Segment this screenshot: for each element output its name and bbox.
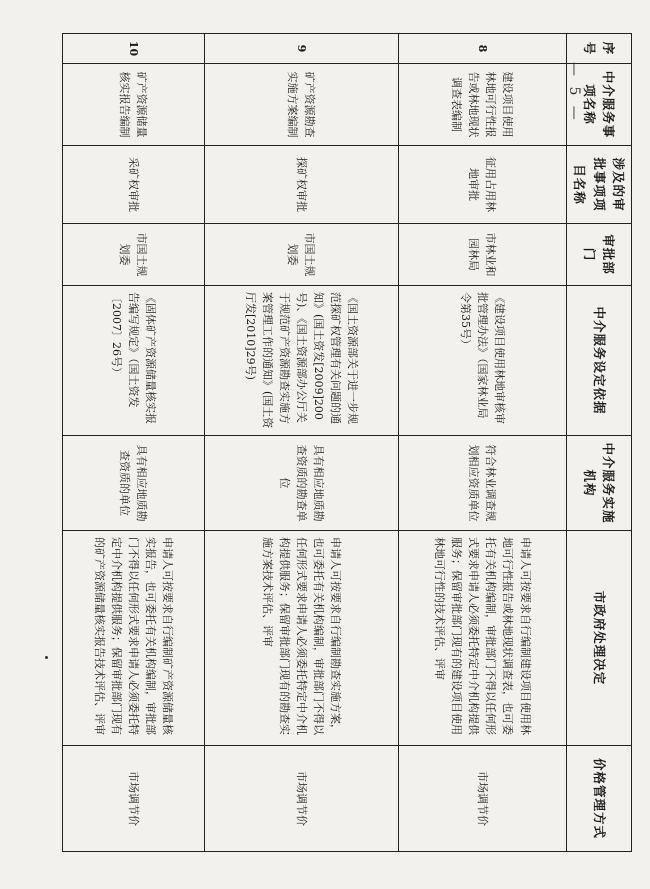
- header-pricing: 价格管理方式: [566, 746, 631, 852]
- header-basis: 中介服务设定依据: [566, 286, 631, 436]
- cell-service-name: 建设项目使用林地可行性报告或林地现状调查表编制: [398, 64, 566, 146]
- cell-agency: 具有相应地质勘查资质的勘查单位: [204, 436, 398, 531]
- cell-approval-item: 探矿权审批: [204, 146, 398, 224]
- cell-decision: 申请人可按要求自行编制建设项目使用林地可行性报告或林地现状调查表，也可委托有关机构编制，审批部门不得以任何形式要求申请人必须委托特定中介机构提供服务；保留审批部门现有的建设项目使用林地可行性的技术评估、评审: [398, 531, 566, 746]
- header-agency: 中介服务实施机构: [566, 436, 631, 531]
- header-decision: 市政府处理决定: [566, 531, 631, 746]
- cell-agency: 具有相应地质勘查资质的单位: [63, 436, 205, 531]
- cell-agency: 符合林业调查规划相应资质单位: [398, 436, 566, 531]
- table-row: [63, 34, 205, 852]
- intermediary-services-table: [62, 33, 632, 852]
- cell-seq: 9: [204, 34, 398, 64]
- cell-service-name: 矿产资源勘查实施方案编制: [204, 64, 398, 146]
- header-approval-item: 涉及的审批事项项目名称: [566, 146, 631, 224]
- cell-approval-item: 征用占用林地审批: [398, 146, 566, 224]
- table-row: [398, 34, 566, 852]
- cell-decision: 申请人可按要求自行编制矿产资源储量核实报告，也可委托有关机构编制，审批部门不得以任何形式要求申请人必须委托特定中介机构提供服务；保留审批部门现有的矿产资源储量核实报告技术评估、评审: [63, 531, 205, 746]
- cell-basis: 《固体矿产资源储量核实报告编写规定》（国土资发〔2007〕26号）: [63, 286, 205, 436]
- cell-basis: 《国土资源部关于进一步规范探矿权管理有关问题的通知》(国土资发[2009]200号)、《国土资源部办公厅关于规范矿产资源勘查实施方案管理工作的通知》(国土资厅发[2010]29号): [204, 286, 398, 436]
- rotated-table-wrapper: [62, 33, 632, 851]
- header-seq: 序号: [566, 34, 631, 64]
- header-service-name: 中介服务事项名称: [566, 64, 631, 146]
- cell-basis: 《建设项目使用林地审核审批管理办法》（国家林业局令第35号）: [398, 286, 566, 436]
- cell-service-name: 矿产资源储量核实报告编制: [63, 64, 205, 146]
- cell-approval-dept: 市国土规划委: [63, 224, 205, 286]
- cell-pricing: 市场调节价: [204, 746, 398, 852]
- scan-speck: [45, 656, 48, 659]
- cell-approval-dept: 市林业和园林局: [398, 224, 566, 286]
- cell-seq: 10: [63, 34, 205, 64]
- cell-decision: 申请人可按要求自行编制勘查实施方案，也可委托有关机构编制，审批部门不得以任何形式要求申请人必须委托特定中介机构提供服务；保留审批部门现有的勘查实施方案技术评估、评审: [204, 531, 398, 746]
- table-row: [204, 34, 398, 852]
- table-header-row: [566, 34, 631, 852]
- cell-pricing: 市场调节价: [63, 746, 205, 852]
- cell-pricing: 市场调节价: [398, 746, 566, 852]
- header-approval-dept: 审批部门: [566, 224, 631, 286]
- page-number: — 5 —: [566, 62, 582, 123]
- cell-approval-dept: 市国土规划委: [204, 224, 398, 286]
- cell-approval-item: 采矿权审批: [63, 146, 205, 224]
- cell-seq: 8: [398, 34, 566, 64]
